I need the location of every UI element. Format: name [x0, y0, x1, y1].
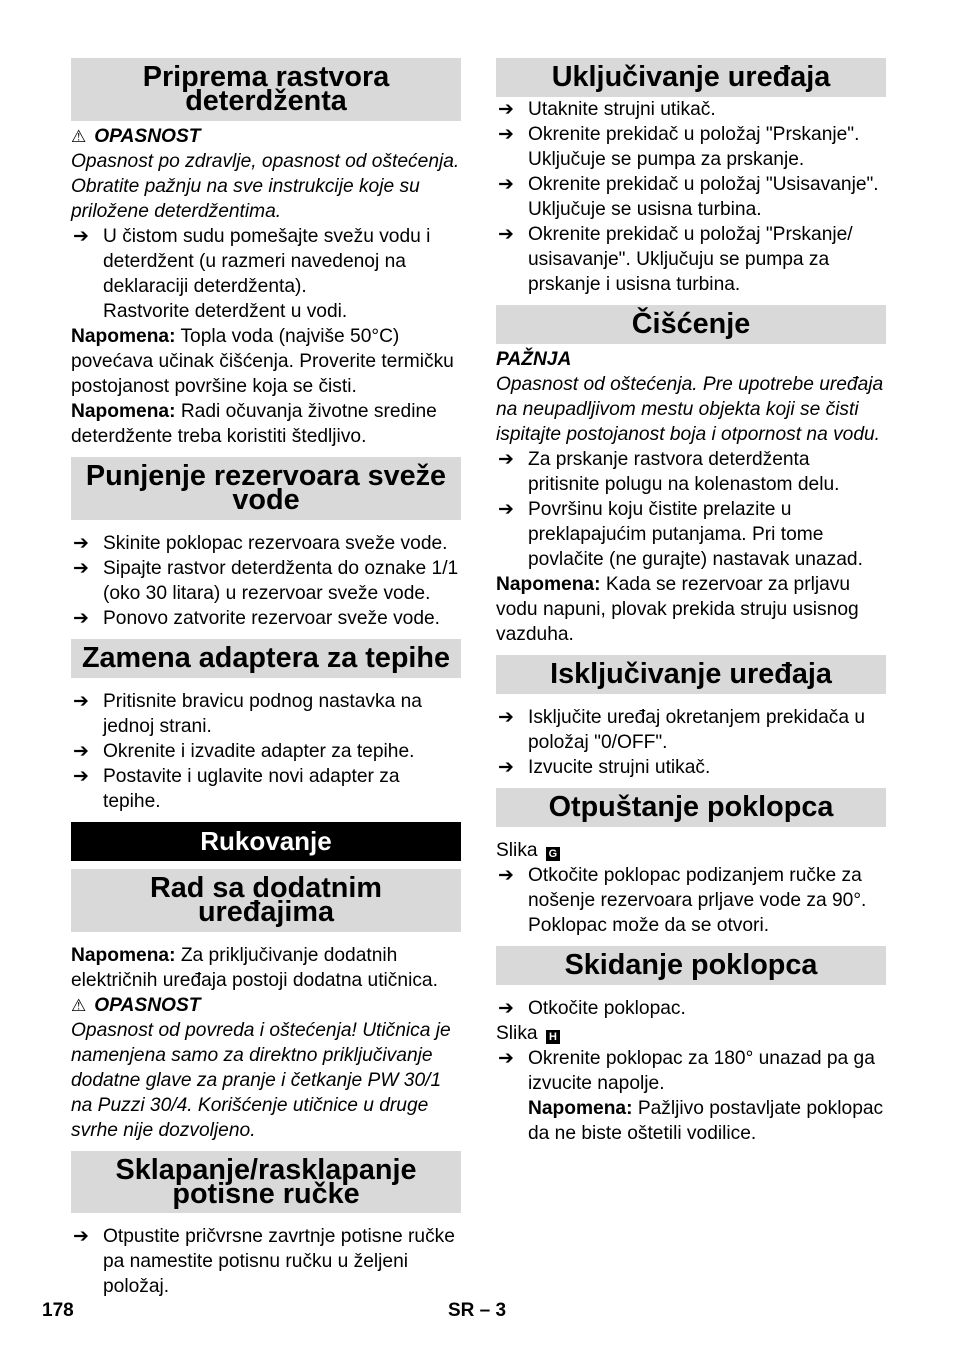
- section-title-detergent: Priprema rastvora deterdženta: [71, 58, 461, 121]
- arrow-icon: ➔: [498, 499, 514, 520]
- list-item: ➔ Okrenite prekidač u položaj "Prskanje/ usisavanje". Uključuju se pumpa za prskanje i usisna turbina.: [498, 224, 853, 295]
- warning-icon: ⚠: [71, 996, 87, 1015]
- arrow-icon: ➔: [73, 741, 89, 762]
- arrow-icon: ➔: [498, 99, 514, 120]
- list-item: ➔ Okrenite poklopac za 180° unazad pa ga izvucite napolje.: [498, 1048, 875, 1094]
- danger-text: Opasnost od povreda i oštećenja! Utičnica je namenjena samo za direktno priključivanje dodatne glave za pranje i četkanje PW 30/1 na Puzzi 30/4. Korišćenje utičnice u druge svrhe nije dozvoljeno.: [71, 1020, 451, 1141]
- figure-reference: Slika G: [496, 838, 886, 863]
- arrow-icon: ➔: [498, 865, 514, 886]
- list-item: ➔ Pritisnite bravicu podnog nastavka na jednoj strani.: [73, 691, 422, 737]
- list-item: ➔ Skinite poklopac rezervoara sveže vode.: [73, 533, 448, 554]
- figure-badge: G: [546, 847, 560, 861]
- list-item: ➔ Okrenite prekidač u položaj "Prskanje". Uključuje se pumpa za prskanje.: [498, 124, 860, 170]
- arrow-icon: ➔: [498, 174, 514, 195]
- caution-text: Opasnost od oštećenja. Pre upotrebe uređaja na neupadljivom mestu objekta koji se čisti ispitajte postojanost boja i otpornost na vodu.: [496, 374, 884, 445]
- language-section-label: SR – 3: [448, 1300, 507, 1321]
- section-title-carpet-adapter: Zamena adaptera za tepihe: [71, 639, 461, 678]
- arrow-icon: ➔: [73, 608, 89, 629]
- step-list: [71, 689, 461, 814]
- list-item: ➔ Otpustite pričvrsne zavrtnje potisne ručke pa namestite potisnu ručku u željeni položaj.: [73, 1226, 455, 1297]
- danger-text: Opasnost po zdravlje, opasnost od oštećenja. Obratite pažnju na sve instrukcije koje su priložene deterdžentima.: [71, 151, 460, 222]
- note: Napomena: Kada se rezervoar za prljavu vodu napuni, plovak prekida struju usisnog vazduha.: [496, 574, 859, 645]
- list-item: ➔ Za prskanje rastvora deterdženta pritisnite polugu na kolenastom delu.: [498, 449, 840, 495]
- step-list: [496, 97, 886, 297]
- list-item: ➔ Utaknite strujni utikač.: [498, 99, 716, 120]
- section-title-switch-off: Isključivanje uređaja: [496, 655, 886, 694]
- note: Napomena: Radi očuvanja životne sredine deterdžente treba koristiti štedljivo.: [71, 401, 437, 447]
- list-item: ➔ Sipajte rastvor deterdženta do oznake 1/1 (oko 30 litara) u rezervoar sveže vode.: [73, 558, 459, 604]
- section-title-switch-on: Uključivanje uređaja: [496, 58, 886, 97]
- list-item: ➔ Površinu koju čistite prelazite u preklapajućim putanjama. Pri tome povlačite (ne gurajte) nastavak unazad.: [498, 499, 863, 570]
- arrow-icon: ➔: [498, 124, 514, 145]
- step-list: [71, 1224, 461, 1299]
- page-number: 178: [42, 1300, 74, 1321]
- left-column: [71, 58, 461, 1299]
- caution-label: PAŽNJA: [496, 349, 572, 370]
- section-title-accessories: Rad sa dodatnim uređajima: [71, 869, 461, 932]
- arrow-icon: ➔: [73, 766, 89, 787]
- arrow-icon: ➔: [498, 757, 514, 778]
- right-column: [496, 58, 886, 1146]
- list-item: ➔ Otkočite poklopac.: [498, 998, 686, 1019]
- section-title-fresh-water: Punjenje rezervoara sveže vode: [71, 457, 461, 520]
- arrow-icon: ➔: [498, 998, 514, 1019]
- chapter-title: Rukovanje: [71, 822, 461, 861]
- list-item: ➔ Okrenite prekidač u položaj "Usisavanje". Uključuje se usisna turbina.: [498, 174, 879, 220]
- figure-badge: H: [546, 1030, 560, 1044]
- list-item: ➔ Ponovo zatvorite rezervoar sveže vode.: [73, 608, 441, 629]
- list-item: ➔ Postavite i uglavite novi adapter za tepihe.: [73, 766, 400, 812]
- note: Napomena: Topla voda (najviše 50°C) povećava učinak čišćenja. Proverite termičku postojanost površine koja se čisti.: [71, 326, 454, 397]
- step-subtext: Rastvorite deterdžent u vodi.: [103, 301, 348, 322]
- figure-reference: Slika H: [496, 1021, 886, 1046]
- arrow-icon: ➔: [73, 558, 89, 579]
- arrow-icon: ➔: [73, 1226, 89, 1247]
- section-title-remove-lid: Skidanje poklopca: [496, 946, 886, 985]
- list-item: ➔ Otkočite poklopac podizanjem ručke za nošenje rezervoara prljave vode za 90°. Poklopac može da se otvori.: [498, 865, 867, 936]
- step-list: [496, 447, 886, 572]
- danger-label: ⚠ OPASNOST: [71, 995, 201, 1016]
- warning-icon: ⚠: [71, 127, 87, 146]
- danger-label: ⚠ OPASNOST: [71, 126, 201, 147]
- arrow-icon: ➔: [73, 533, 89, 554]
- step-list: [496, 705, 886, 780]
- section-title-unlock-lid: Otpuštanje poklopca: [496, 788, 886, 827]
- section-title-handle: Sklapanje/rasklapanje potisne ručke: [71, 1151, 461, 1213]
- step-list: [496, 996, 886, 1021]
- note: Napomena: Pažljivo postavljate poklopac da ne biste oštetili vodilice.: [528, 1098, 884, 1144]
- section-title-cleaning: Čišćenje: [496, 305, 886, 344]
- step-list: [71, 531, 461, 631]
- step-list: [496, 1046, 886, 1096]
- arrow-icon: ➔: [498, 449, 514, 470]
- list-item: ➔ U čistom sudu pomešajte svežu vodu i deterdžent (u razmeri navedenoj na deklaraciji deterdženta).: [73, 226, 431, 297]
- arrow-icon: ➔: [498, 1048, 514, 1069]
- list-item: ➔ Izvucite strujni utikač.: [498, 757, 711, 778]
- arrow-icon: ➔: [498, 224, 514, 245]
- arrow-icon: ➔: [73, 691, 89, 712]
- note: Napomena: Za priključivanje dodatnih električnih uređaja postoji dodatna utičnica.: [71, 945, 438, 991]
- arrow-icon: ➔: [73, 226, 89, 247]
- arrow-icon: ➔: [498, 707, 514, 728]
- list-item: ➔ Isključite uređaj okretanjem prekidača u položaj "0/OFF".: [498, 707, 866, 753]
- step-list: [496, 863, 886, 938]
- list-item: ➔ Okrenite i izvadite adapter za tepihe.: [73, 741, 415, 762]
- step-list: [71, 224, 461, 299]
